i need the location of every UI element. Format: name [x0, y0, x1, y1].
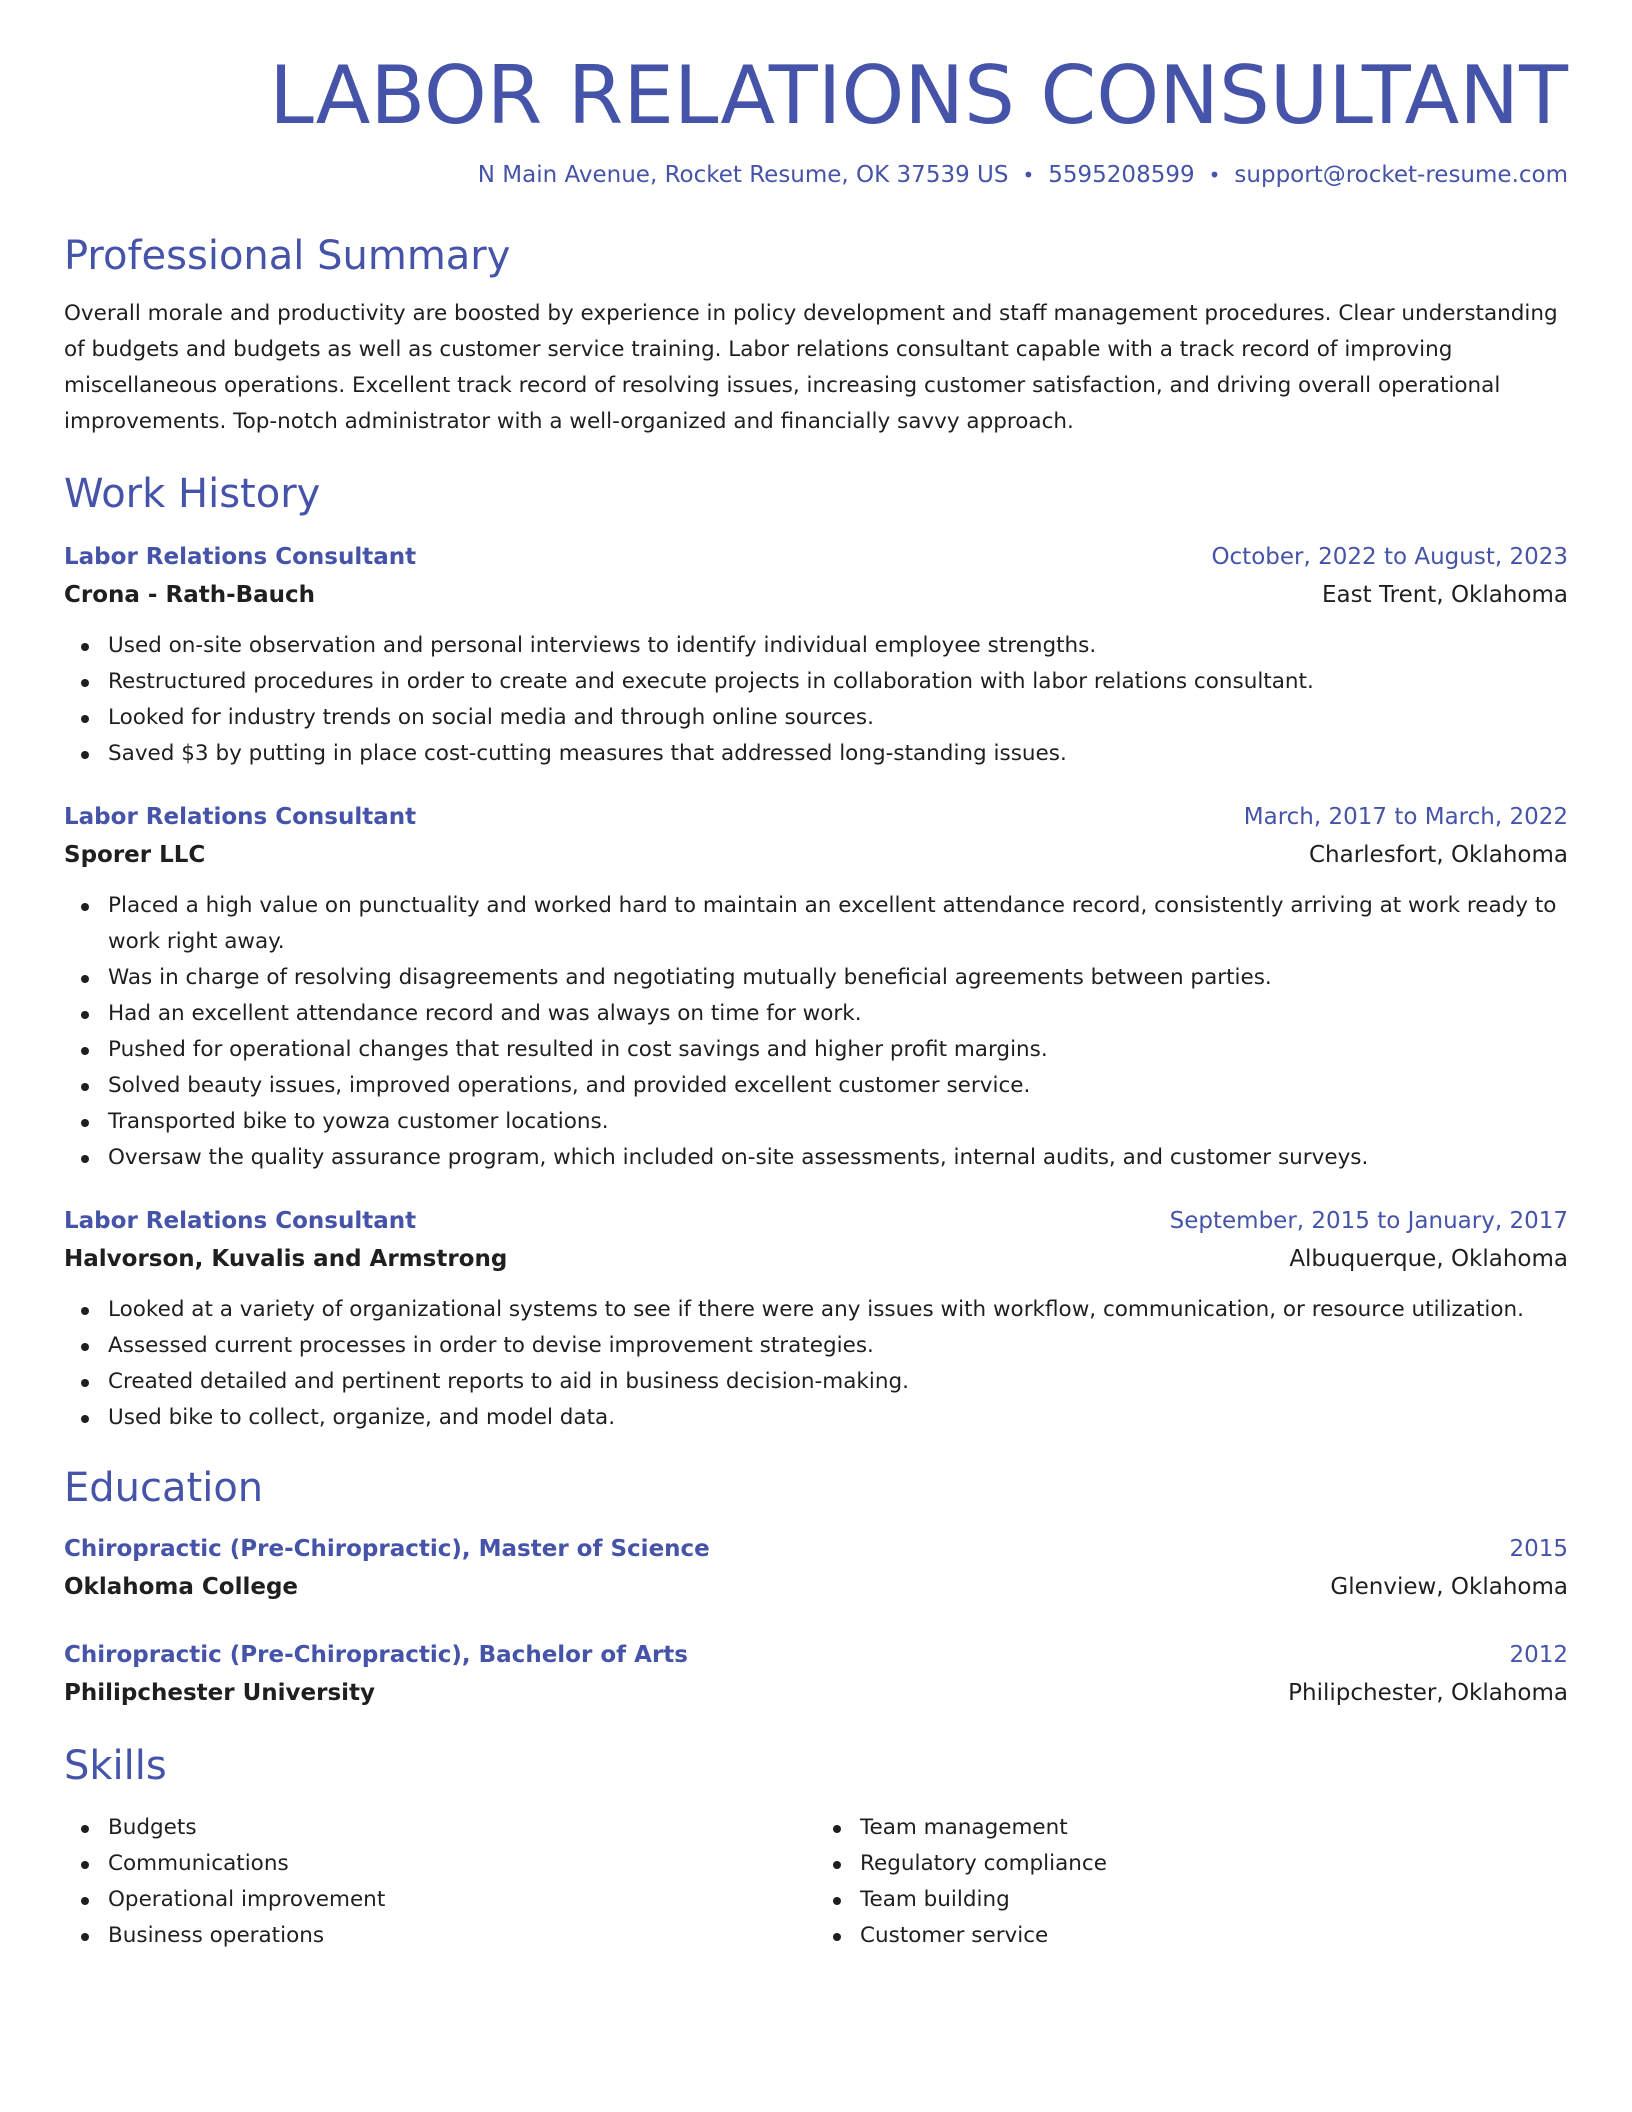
list-item: Used bike to collect, organize, and model data. — [64, 1400, 1568, 1436]
school-location: Glenview, Oklahoma — [1330, 1574, 1568, 1600]
job-dates: March, 2017 to March, 2022 — [1243, 804, 1568, 830]
list-item: Oversaw the quality assurance program, which included on-site assessments, internal audits, and customer surveys. — [64, 1140, 1568, 1176]
job-dates: September, 2015 to January, 2017 — [1169, 1208, 1568, 1234]
skill-item: Budgets — [64, 1810, 816, 1846]
skill-item: Customer service — [816, 1918, 1568, 1954]
skills-list — [64, 1810, 816, 1954]
contact-separator: • — [1208, 163, 1221, 187]
list-item: Saved $3 by putting in place cost-cutting measures that addressed long-standing issues. — [64, 736, 1568, 772]
skills-heading: Skills — [64, 1743, 167, 1789]
skills-column-left — [64, 1810, 816, 1954]
list-item: Created detailed and pertinent reports to aid in business decision-making. — [64, 1364, 1568, 1400]
education-heading: Education — [64, 1465, 264, 1511]
school-location: Philipchester, Oklahoma — [1288, 1680, 1568, 1706]
job-bullets — [64, 1292, 1568, 1436]
contact-address: N Main Avenue, Rocket Resume, OK 37539 US — [477, 162, 1009, 188]
list-item: Looked for industry trends on social media and through online sources. — [64, 700, 1568, 736]
list-item: Restructured procedures in order to create and execute projects in collaboration with labor relations consultant. — [64, 664, 1568, 700]
job-location: Charlesfort, Oklahoma — [1308, 842, 1568, 868]
school-name: Oklahoma College — [64, 1574, 299, 1600]
list-item: Looked at a variety of organizational systems to see if there were any issues with workflow, communication, or resource utilization. — [64, 1292, 1568, 1328]
candidate-name: LABOR RELATIONS CONSULTANT — [269, 49, 1568, 142]
skill-item: Team management — [816, 1810, 1568, 1846]
education-entry — [64, 1636, 1568, 1712]
work-history-heading: Work History — [64, 471, 321, 517]
list-item: Solved beauty issues, improved operations, and provided excellent customer service. — [64, 1068, 1568, 1104]
skills-column-right — [816, 1810, 1568, 1954]
contact-email: support@rocket-resume.com — [1234, 162, 1568, 188]
job-location: East Trent, Oklahoma — [1322, 582, 1568, 608]
degree-name: Chiropractic (Pre-Chiropractic), Bachelor of Arts — [64, 1642, 688, 1668]
employer-name: Halvorson, Kuvalis and Armstrong — [64, 1246, 508, 1272]
list-item: Had an excellent attendance record and was always on time for work. — [64, 996, 1568, 1032]
contact-separator: • — [1022, 163, 1035, 187]
job-bullets — [64, 888, 1568, 1176]
summary-text: Overall morale and productivity are boosted by experience in policy development and staff management procedures. Clear understanding of budgets and budgets as well as customer service training. Labor relations consultant capable with a track record of improving miscellaneous operations. Excellent track record of resolving issues, increasing customer satisfaction, and driving overall operational improvements. Top-notch administrator with a well-organized and financially savvy approach. — [64, 301, 1558, 434]
contact-phone: 5595208599 — [1048, 162, 1195, 188]
summary-heading: Professional Summary — [64, 233, 511, 279]
job-entry — [64, 798, 1568, 1176]
job-entry — [64, 538, 1568, 772]
job-entry — [64, 1202, 1568, 1436]
job-title: Labor Relations Consultant — [64, 804, 417, 830]
contact-line — [64, 162, 1568, 188]
skill-item: Communications — [64, 1846, 816, 1882]
graduation-year: 2015 — [1509, 1536, 1568, 1562]
list-item: Assessed current processes in order to devise improvement strategies. — [64, 1328, 1568, 1364]
job-location: Albuquerque, Oklahoma — [1289, 1246, 1568, 1272]
job-title: Labor Relations Consultant — [64, 544, 417, 570]
employer-name: Crona - Rath-Bauch — [64, 582, 316, 608]
graduation-year: 2012 — [1509, 1642, 1568, 1668]
job-dates: October, 2022 to August, 2023 — [1211, 544, 1568, 570]
degree-name: Chiropractic (Pre-Chiropractic), Master of Science — [64, 1536, 710, 1562]
skill-item: Business operations — [64, 1918, 816, 1954]
education-entry — [64, 1530, 1568, 1606]
job-bullets — [64, 628, 1568, 772]
skills-grid — [64, 1810, 1568, 1954]
list-item: Was in charge of resolving disagreements and negotiating mutually beneficial agreements between parties. — [64, 960, 1568, 996]
list-item: Placed a high value on punctuality and worked hard to maintain an excellent attendance record, consistently arriving at work ready to work right away. — [64, 888, 1568, 960]
skill-item: Regulatory compliance — [816, 1846, 1568, 1882]
job-title: Labor Relations Consultant — [64, 1208, 417, 1234]
list-item: Transported bike to yowza customer locations. — [64, 1104, 1568, 1140]
list-item: Used on-site observation and personal interviews to identify individual employee strengths. — [64, 628, 1568, 664]
employer-name: Sporer LLC — [64, 842, 206, 868]
skill-item: Operational improvement — [64, 1882, 816, 1918]
resume-header — [64, 0, 1568, 188]
school-name: Philipchester University — [64, 1680, 376, 1706]
skill-item: Team building — [816, 1882, 1568, 1918]
list-item: Pushed for operational changes that resulted in cost savings and higher profit margins. — [64, 1032, 1568, 1068]
skills-list — [816, 1810, 1568, 1954]
